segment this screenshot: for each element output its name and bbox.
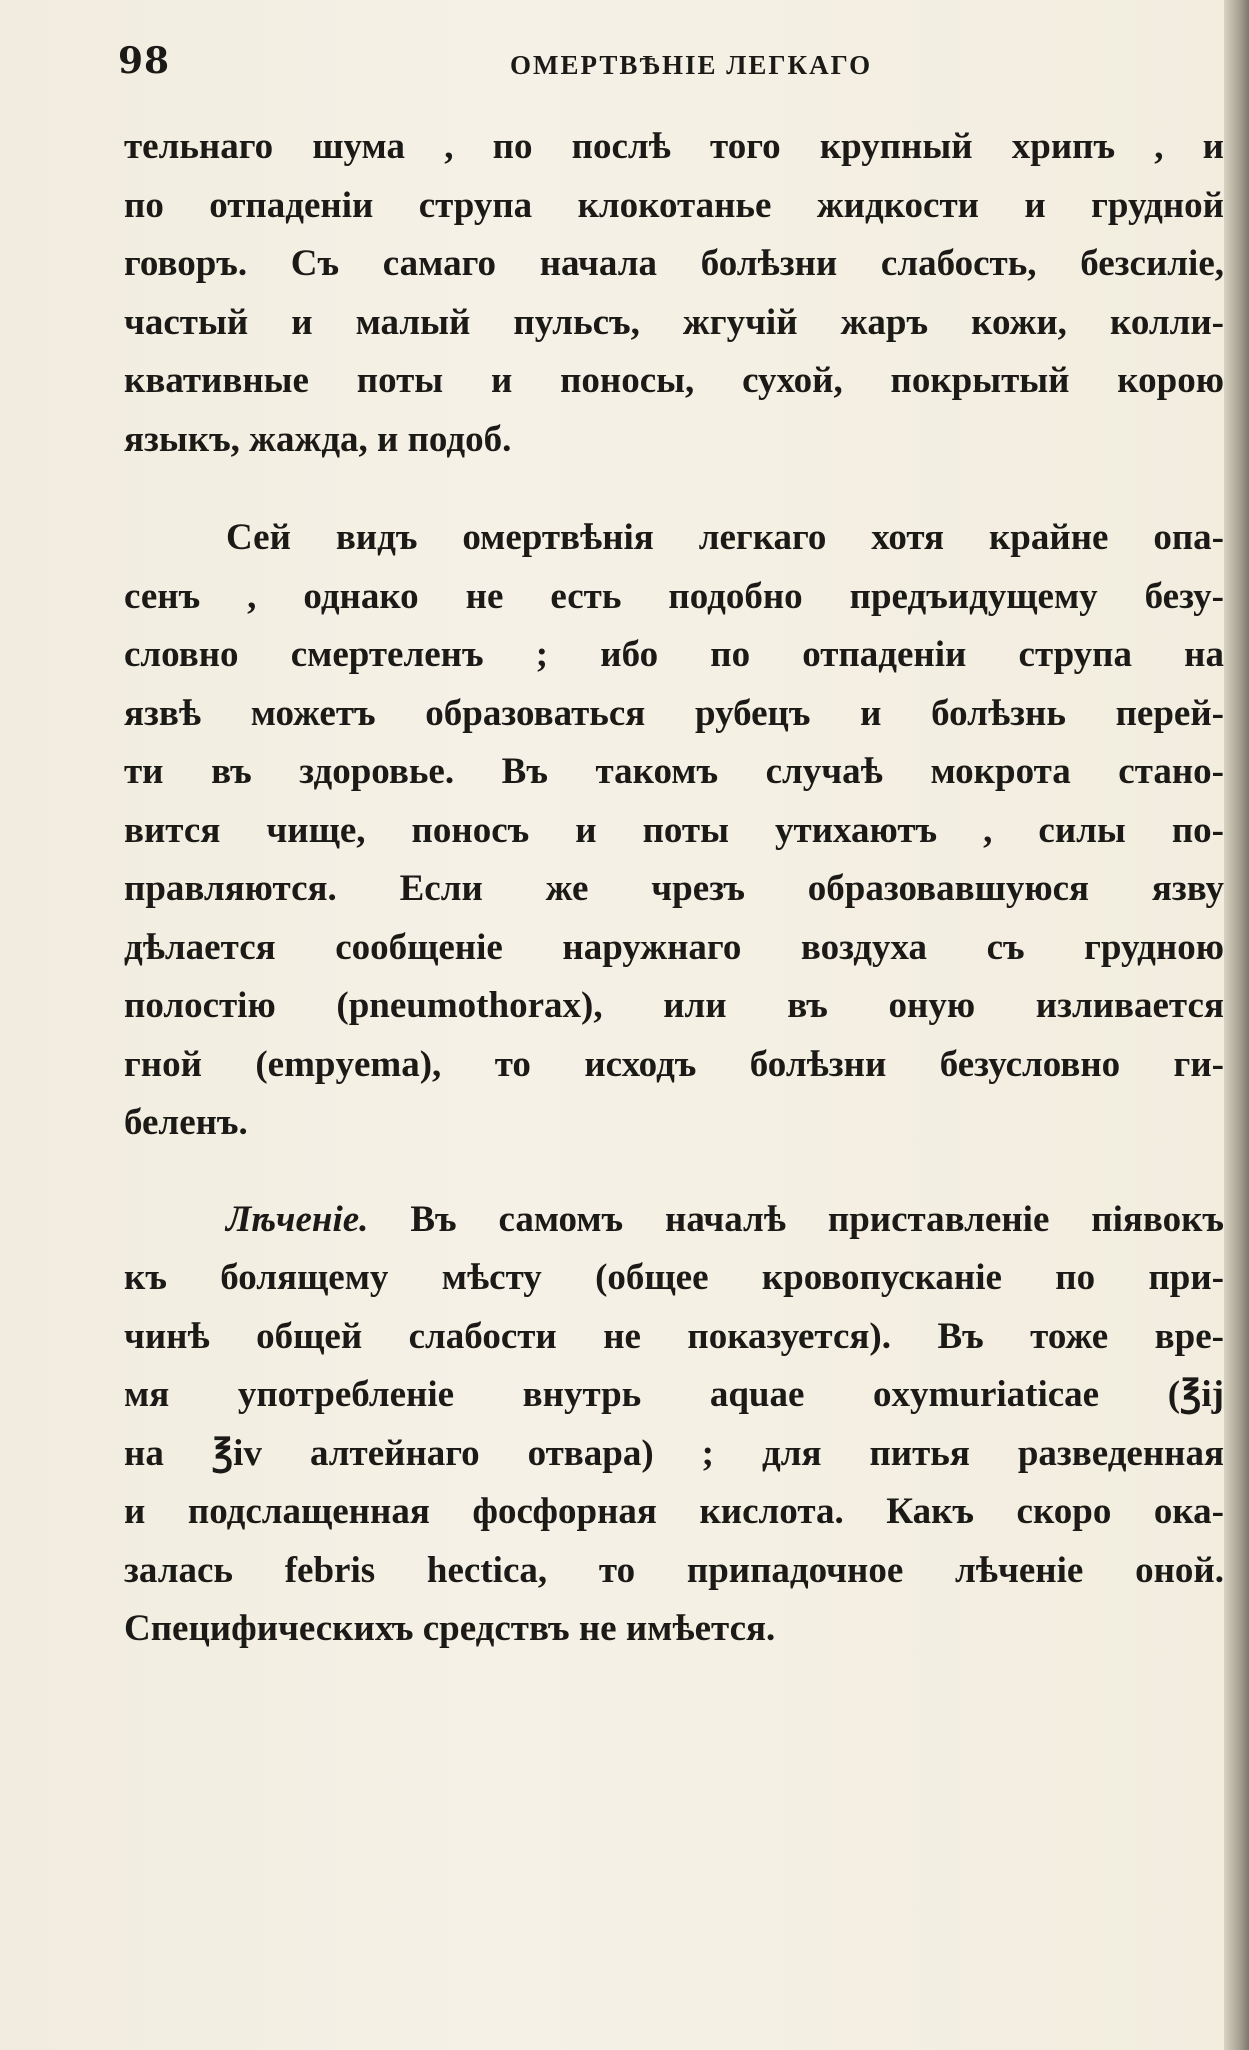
- body-text: [124, 118, 1224, 1659]
- text-line: сенъ , однако не есть подобно предъидущему безу-: [124, 575, 1224, 617]
- text-line: правляются. Если же чрезъ образовавшуюся язву: [124, 868, 1224, 909]
- text-line: чинѣ общей слабости не показуется). Въ тоже вре-: [124, 1315, 1224, 1357]
- page-edge-shadow: [1224, 0, 1249, 2050]
- running-head: [118, 40, 1218, 90]
- text-line: залась febris hectica, то припадочное лѣченіе оной.: [124, 1549, 1224, 1591]
- paragraph-1: [124, 118, 1224, 469]
- text-line: беленъ.: [124, 1102, 248, 1143]
- text-line: ти въ здоровье. Въ такомъ случаѣ мокрота стано-: [124, 751, 1224, 792]
- text-line: дѣлается сообщеніе наружнаго воздуха съ грудною: [124, 926, 1224, 968]
- text-line: Специфическихъ средствъ не имѣется.: [124, 1608, 776, 1649]
- text-line-rest: Въ самомъ началѣ приставленіе піявокъ: [410, 1198, 1225, 1240]
- text-line: къ болящему мѣсту (общее кровопусканіе по при-: [124, 1257, 1224, 1298]
- text-line: квативные поты и поносы, сухой, покрытый корою: [124, 360, 1224, 401]
- text-line: вится чище, поносъ и поты утихаютъ , силы по-: [124, 809, 1224, 851]
- paragraph-gap: [124, 469, 1224, 509]
- text-line: говоръ. Съ самаго начала болѣзни слабость, безсиліе,: [124, 243, 1224, 284]
- text-line: на ℥iv алтейнаго отвара) ; для питья разведенная: [124, 1432, 1224, 1474]
- text-line: [124, 1191, 1224, 1250]
- text-line: тельнаго шума , по послѣ того крупный хрипъ , и: [124, 126, 1224, 167]
- page-number: 98: [118, 40, 171, 82]
- paragraph-2: [124, 509, 1224, 1153]
- text-line: словно смертеленъ ; ибо по отпаденіи струпа на: [124, 634, 1224, 675]
- text-line: языкъ, жажда, и подоб.: [124, 418, 512, 460]
- text-line: и подслащенная фосфорная кислота. Какъ скоро ока-: [124, 1491, 1224, 1532]
- text-line: по отпаденіи струпа клокотанье жидкости и грудной: [124, 184, 1224, 226]
- text-line: полостію (pneumothorax), или въ оную изливается: [124, 985, 1224, 1026]
- paragraph-3: [124, 1191, 1224, 1659]
- paragraph-gap: [124, 1153, 1224, 1191]
- section-label: Лѣченіе.: [226, 1198, 369, 1240]
- text-line: мя употребленіе внутрь aquae oxymuriaticae (℥ij: [124, 1374, 1224, 1415]
- text-line: Сей видъ омертвѣнія легкаго хотя крайне опа-: [226, 517, 1224, 558]
- text-line: частый и малый пульсъ, жгучій жаръ кожи, колли-: [124, 301, 1224, 343]
- running-title: ОМЕРТВѢНІЕ ЛЕГКАГО: [510, 50, 873, 80]
- text-line: язвѣ можетъ образоваться рубецъ и болѣзнь перей-: [124, 692, 1224, 734]
- text-line: гной (empyema), то исходъ болѣзни безусловно ги-: [124, 1043, 1224, 1085]
